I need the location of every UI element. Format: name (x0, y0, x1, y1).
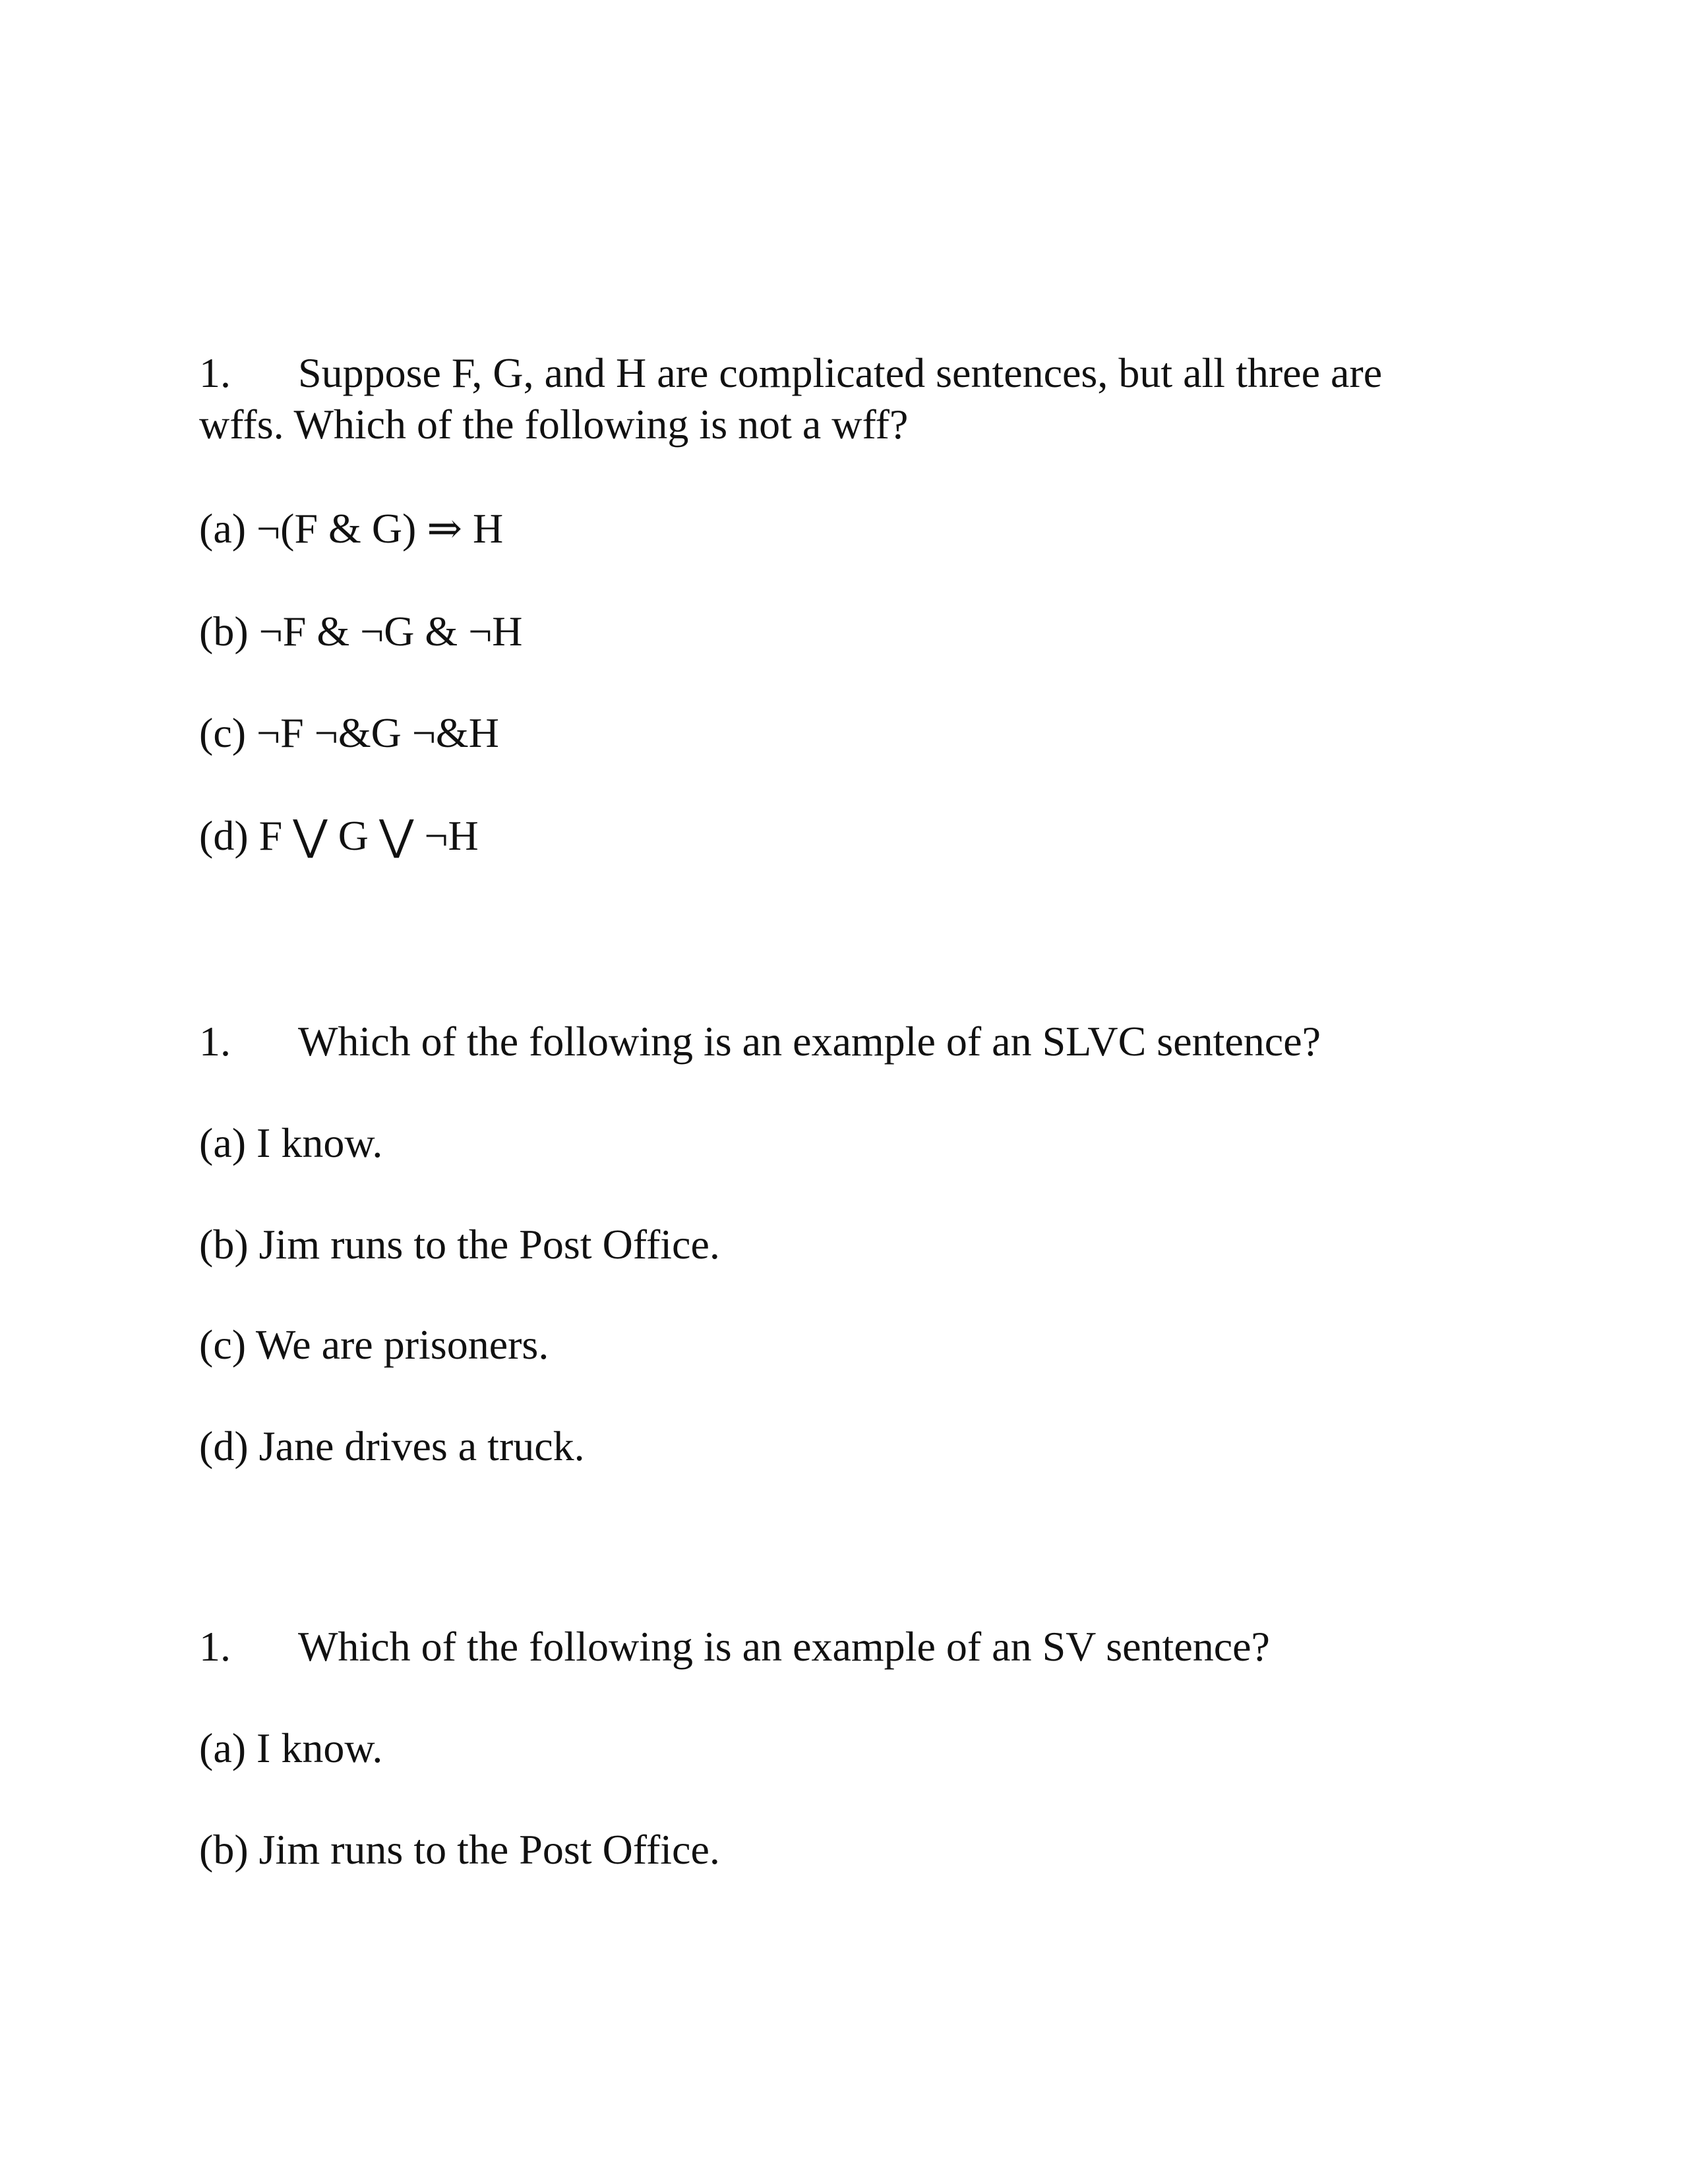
question-1-prompt-continued: wffs. Which of the following is not a wff? (199, 401, 909, 448)
question-3-prompt (199, 1622, 1270, 1672)
question-text: Which of the following is an example of an SV sentence? (298, 1623, 1270, 1670)
question-1-option-a: (a) ¬(F & G) ⇒ H (199, 505, 504, 552)
question-number: 1. (199, 1018, 231, 1065)
question-2-option-d: (d) Jane drives a truck. (199, 1423, 585, 1469)
question-1-option-b: (b) ¬F & ¬G & ¬H (199, 608, 523, 655)
question-2-option-b: (b) Jim runs to the Post Office. (199, 1221, 720, 1268)
question-text: Suppose F, G, and H are complicated sentences, but all three are (298, 349, 1383, 396)
question-2-prompt (199, 1017, 1321, 1067)
question-3-option-a: (a) I know. (199, 1725, 383, 1771)
question-1-option-d: (d) F ⋁ G ⋁ ¬H (199, 812, 479, 859)
question-1-prompt (199, 348, 1382, 398)
question-number: 1. (199, 1623, 231, 1670)
question-3-option-b: (b) Jim runs to the Post Office. (199, 1826, 720, 1873)
question-2-option-a: (a) I know. (199, 1119, 383, 1166)
question-2-option-c: (c) We are prisoners. (199, 1321, 549, 1368)
question-text: Which of the following is an example of an SLVC sentence? (298, 1018, 1321, 1065)
question-1-option-c: (c) ¬F ¬&G ¬&H (199, 709, 499, 756)
question-number: 1. (199, 349, 231, 396)
